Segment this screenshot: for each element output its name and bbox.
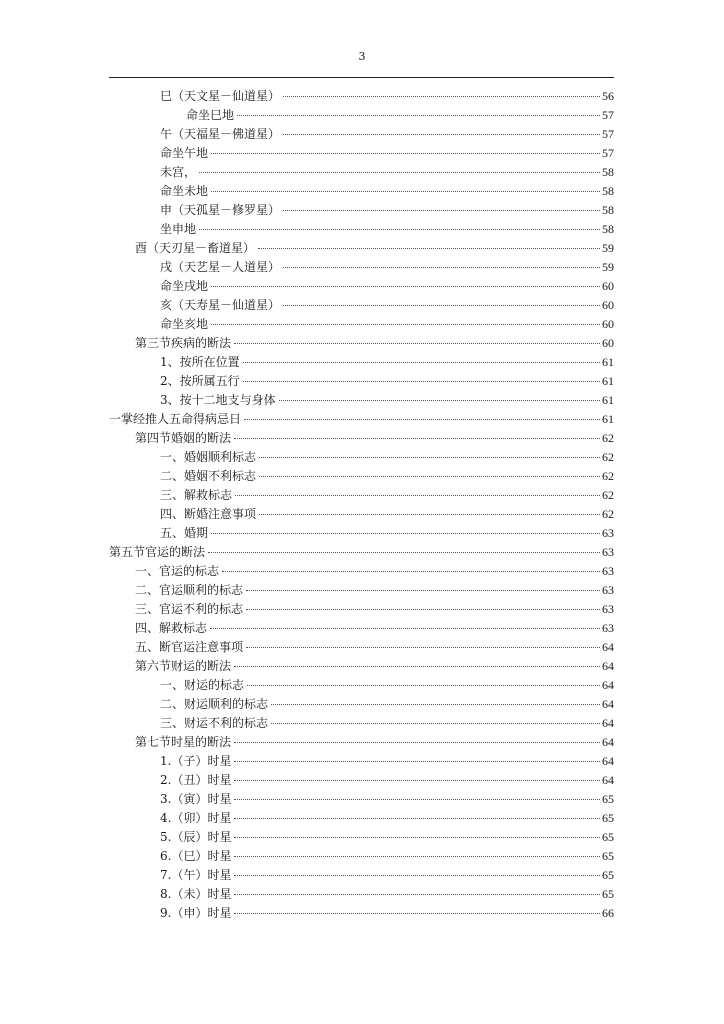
- toc-entry-title: 一、官运的标志: [135, 564, 220, 578]
- toc-entry-title: 命坐未地: [160, 184, 209, 198]
- toc-entry-title: 5.（辰）时星: [160, 830, 232, 844]
- toc-entry-title: 9.（申）时星: [160, 906, 232, 920]
- toc-entry[interactable]: [109, 391, 614, 410]
- toc-entry-page: 65: [602, 830, 614, 844]
- toc-entry-title: 3.（寅）时星: [160, 792, 232, 806]
- toc-entry-page: 60: [602, 298, 614, 312]
- toc-entry[interactable]: [109, 866, 614, 885]
- toc-entry-page: 61: [602, 374, 614, 388]
- toc-entry[interactable]: [109, 562, 614, 581]
- toc-dot-leader: [234, 913, 600, 914]
- toc-entry[interactable]: [109, 448, 614, 467]
- toc-entry-title: 坐申地: [160, 222, 197, 236]
- toc-dot-leader: [234, 438, 600, 439]
- toc-entry-page: 57: [602, 146, 614, 160]
- toc-entry-title: 一掌经推人五命得病忌日: [109, 412, 242, 426]
- toc-entry[interactable]: [109, 676, 614, 695]
- toc-entry-title: 第四节婚姻的断法: [135, 431, 232, 445]
- toc-entry-title: 7.（午）时星: [160, 868, 232, 882]
- toc-dot-leader: [234, 742, 600, 743]
- toc-entry[interactable]: [109, 638, 614, 657]
- toc-entry-page: 64: [602, 716, 614, 730]
- toc-dot-leader: [211, 286, 600, 287]
- toc-entry-title: 三、解救标志: [160, 488, 233, 502]
- toc-entry-page: 65: [602, 887, 614, 901]
- toc-entry[interactable]: [109, 182, 614, 201]
- toc-entry-page: 64: [602, 678, 614, 692]
- toc-entry-page: 63: [602, 545, 614, 559]
- toc-entry-title: 一、财运的标志: [160, 678, 245, 692]
- toc-entry[interactable]: [109, 467, 614, 486]
- toc-entry[interactable]: [109, 885, 614, 904]
- toc-entry[interactable]: [109, 809, 614, 828]
- toc-dot-leader: [199, 172, 600, 173]
- toc-dot-leader: [259, 514, 600, 515]
- toc-entry-page: 57: [602, 127, 614, 141]
- toc-entry[interactable]: [109, 163, 614, 182]
- toc-entry[interactable]: [109, 429, 614, 448]
- toc-dot-leader: [283, 134, 600, 135]
- toc-entry-title: 2.（丑）时星: [160, 773, 232, 787]
- toc-entry[interactable]: [109, 771, 614, 790]
- toc-entry-title: 第五节官运的断法: [109, 545, 206, 559]
- toc-entry[interactable]: [109, 714, 614, 733]
- toc-dot-leader: [258, 248, 600, 249]
- toc-dot-leader: [234, 856, 600, 857]
- toc-entry-title: 4.（卯）时星: [160, 811, 232, 825]
- toc-dot-leader: [234, 799, 600, 800]
- toc-dot-leader: [283, 267, 600, 268]
- toc-dot-leader: [211, 324, 600, 325]
- toc-entry-page: 65: [602, 792, 614, 806]
- toc-entry-title: 二、婚姻不利标志: [160, 469, 257, 483]
- toc-entry-page: 63: [602, 583, 614, 597]
- toc-entry-page: 65: [602, 868, 614, 882]
- toc-entry-page: 62: [602, 450, 614, 464]
- toc-entry[interactable]: [109, 600, 614, 619]
- toc-entry-page: 63: [602, 621, 614, 635]
- toc-entry-title: 四、解救标志: [135, 621, 208, 635]
- toc-dot-leader: [234, 818, 600, 819]
- toc-entry[interactable]: [109, 239, 614, 258]
- toc-dot-leader: [234, 666, 600, 667]
- toc-entry-page: 61: [602, 412, 614, 426]
- toc-dot-leader: [244, 419, 600, 420]
- toc-dot-leader: [234, 761, 600, 762]
- toc-entry-title: 6.（巳）时星: [160, 849, 232, 863]
- toc-dot-leader: [243, 381, 600, 382]
- toc-entry-title: 三、财运不利的标志: [160, 716, 269, 730]
- toc-entry-title: 二、财运顺利的标志: [160, 697, 269, 711]
- toc-entry-title: 戌（天艺星－人道星）: [160, 260, 281, 274]
- header-rule: [109, 77, 614, 78]
- toc-entry[interactable]: [109, 353, 614, 372]
- toc-entry-title: 命坐午地: [160, 146, 209, 160]
- toc-entry-page: 61: [602, 393, 614, 407]
- toc-dot-leader: [222, 571, 600, 572]
- toc-dot-leader: [235, 495, 600, 496]
- toc-dot-leader: [271, 704, 600, 705]
- toc-entry-page: 62: [602, 488, 614, 502]
- toc-entry[interactable]: [109, 125, 614, 144]
- toc-entry-page: 64: [602, 640, 614, 654]
- toc-entry-title: 第六节财运的断法: [135, 659, 232, 673]
- toc-entry[interactable]: [109, 695, 614, 714]
- toc-dot-leader: [247, 685, 600, 686]
- toc-entry-title: 申（天孤星－修罗星）: [160, 203, 281, 217]
- toc-dot-leader: [208, 552, 600, 553]
- table-of-contents: [109, 87, 614, 923]
- toc-entry-title: 四、断婚注意事项: [160, 507, 257, 521]
- toc-entry-title: 亥（天寿星－仙道星）: [160, 298, 281, 312]
- toc-entry-title: 酉（天刃星－畜道星）: [135, 241, 256, 255]
- toc-entry-page: 64: [602, 697, 614, 711]
- toc-dot-leader: [283, 96, 600, 97]
- toc-entry-title: 未宫，: [160, 165, 197, 179]
- toc-dot-leader: [211, 153, 600, 154]
- toc-entry-title: 命坐巳地: [186, 108, 235, 122]
- toc-dot-leader: [246, 609, 600, 610]
- toc-dot-leader: [259, 457, 600, 458]
- toc-entry-page: 66: [602, 906, 614, 920]
- toc-entry[interactable]: [109, 543, 614, 562]
- toc-dot-leader: [234, 780, 600, 781]
- toc-dot-leader: [283, 305, 600, 306]
- toc-dot-leader: [279, 400, 600, 401]
- toc-entry[interactable]: [109, 315, 614, 334]
- toc-dot-leader: [246, 590, 600, 591]
- toc-entry-title: 二、官运顺利的标志: [135, 583, 244, 597]
- toc-dot-leader: [234, 343, 600, 344]
- toc-entry-page: 60: [602, 317, 614, 331]
- toc-entry-page: 58: [602, 203, 614, 217]
- toc-entry-title: 午（天福星－佛道星）: [160, 127, 281, 141]
- toc-entry-page: 65: [602, 811, 614, 825]
- toc-entry-page: 59: [602, 260, 614, 274]
- toc-dot-leader: [283, 210, 600, 211]
- toc-entry[interactable]: [109, 220, 614, 239]
- toc-entry-title: 3、按十二地支与身体: [160, 393, 276, 407]
- toc-entry-title: 五、婚期: [160, 526, 209, 540]
- toc-entry-page: 64: [602, 773, 614, 787]
- toc-entry-title: 2、按所属五行: [160, 374, 240, 388]
- toc-entry[interactable]: [109, 106, 614, 125]
- toc-entry-page: 60: [602, 279, 614, 293]
- toc-entry-title: 命坐亥地: [160, 317, 209, 331]
- toc-entry-title: 第三节疾病的断法: [135, 336, 232, 350]
- toc-entry-page: 60: [602, 336, 614, 350]
- toc-entry-page: 57: [602, 108, 614, 122]
- toc-entry[interactable]: [109, 334, 614, 353]
- toc-entry[interactable]: [109, 733, 614, 752]
- toc-entry-page: 63: [602, 602, 614, 616]
- toc-entry[interactable]: [109, 524, 614, 543]
- toc-entry-title: 1、按所在位置: [160, 355, 240, 369]
- toc-entry[interactable]: [109, 752, 614, 771]
- toc-entry-title: 五、断官运注意事项: [135, 640, 244, 654]
- toc-dot-leader: [211, 191, 600, 192]
- toc-entry-title: 命坐戌地: [160, 279, 209, 293]
- toc-dot-leader: [271, 723, 600, 724]
- toc-entry-page: 64: [602, 659, 614, 673]
- toc-dot-leader: [234, 875, 600, 876]
- toc-entry-title: 三、官运不利的标志: [135, 602, 244, 616]
- toc-entry-page: 62: [602, 431, 614, 445]
- toc-entry-title: 一、婚姻顺利标志: [160, 450, 257, 464]
- toc-entry[interactable]: [109, 486, 614, 505]
- toc-entry[interactable]: [109, 87, 614, 106]
- toc-entry[interactable]: [109, 657, 614, 676]
- toc-entry[interactable]: [109, 847, 614, 866]
- toc-dot-leader: [234, 894, 600, 895]
- toc-entry[interactable]: [109, 201, 614, 220]
- toc-entry-title: 第七节时星的断法: [135, 735, 232, 749]
- toc-entry[interactable]: [109, 790, 614, 809]
- toc-entry-page: 65: [602, 849, 614, 863]
- toc-dot-leader: [237, 115, 600, 116]
- toc-dot-leader: [234, 837, 600, 838]
- toc-entry[interactable]: [109, 904, 614, 923]
- toc-entry[interactable]: [109, 828, 614, 847]
- toc-entry-page: 63: [602, 564, 614, 578]
- toc-entry[interactable]: [109, 581, 614, 600]
- toc-entry[interactable]: [109, 619, 614, 638]
- toc-entry-page: 58: [602, 184, 614, 198]
- toc-dot-leader: [246, 647, 600, 648]
- toc-entry[interactable]: [109, 296, 614, 315]
- toc-entry-page: 58: [602, 222, 614, 236]
- toc-dot-leader: [259, 476, 600, 477]
- page-number: 3: [358, 50, 366, 63]
- toc-entry-page: 58: [602, 165, 614, 179]
- toc-entry[interactable]: [109, 410, 614, 429]
- toc-entry-page: 56: [602, 89, 614, 103]
- toc-entry-page: 62: [602, 469, 614, 483]
- toc-entry-page: 61: [602, 355, 614, 369]
- toc-entry-title: 8.（未）时星: [160, 887, 232, 901]
- toc-dot-leader: [199, 229, 600, 230]
- toc-dot-leader: [211, 533, 600, 534]
- toc-entry[interactable]: [109, 277, 614, 296]
- toc-entry-title: 巳（天文星－仙道星）: [160, 89, 281, 103]
- toc-entry-page: 64: [602, 754, 614, 768]
- toc-entry-page: 64: [602, 735, 614, 749]
- toc-entry[interactable]: [109, 372, 614, 391]
- toc-entry-page: 59: [602, 241, 614, 255]
- toc-dot-leader: [210, 628, 600, 629]
- toc-entry[interactable]: [109, 505, 614, 524]
- toc-entry[interactable]: [109, 258, 614, 277]
- toc-entry[interactable]: [109, 144, 614, 163]
- toc-entry-page: 63: [602, 526, 614, 540]
- toc-entry-title: 1.（子）时星: [160, 754, 232, 768]
- toc-dot-leader: [243, 362, 600, 363]
- toc-entry-page: 62: [602, 507, 614, 521]
